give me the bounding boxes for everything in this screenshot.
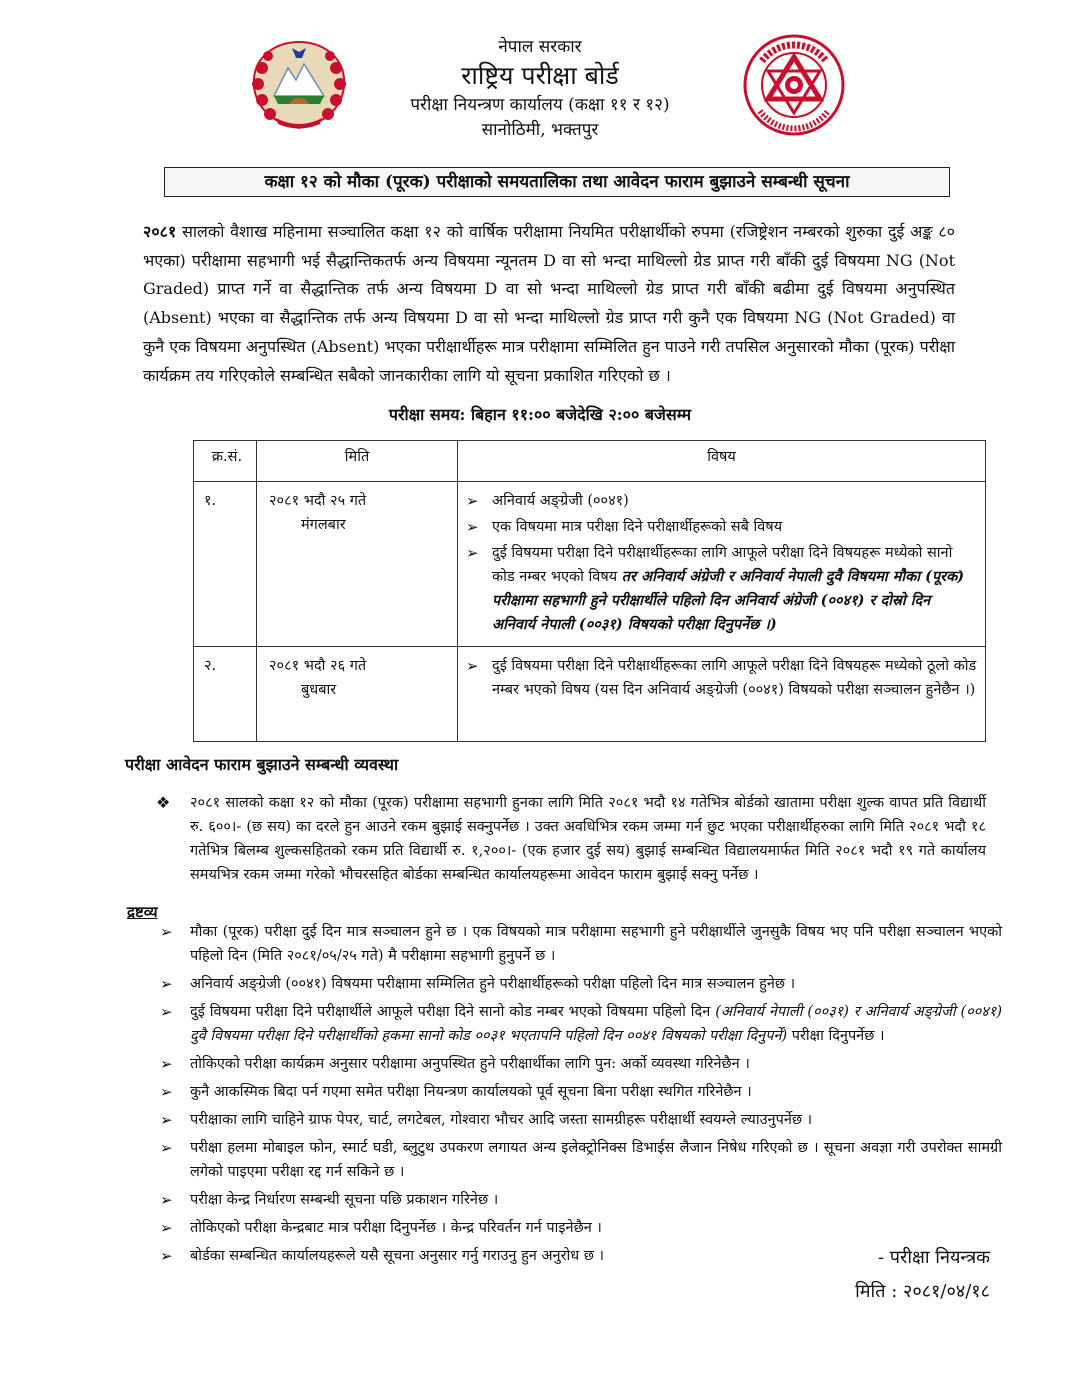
signatory: - परीक्षा नियन्त्रक	[877, 1247, 990, 1268]
list-item: ➢ एक विषयमा मात्र परीक्षा दिने परीक्षार्थीहरूको सबै विषय	[466, 515, 977, 539]
list-item: ➢ तोकिएको परीक्षा कार्यक्रम अनुसार परीक्षामा अनुपस्थित हुने परीक्षार्थीका लागि पुन: अर्को व्यवस्था गरिनेछैन ।	[160, 1052, 1002, 1076]
row-date: २०८१ भदौ २५ गते	[269, 493, 367, 509]
board-name: राष्ट्रिय परीक्षा बोर्ड	[461, 61, 619, 90]
list-item: ➢ मौका (पूरक) परीक्षा दुई दिन मात्र सञ्चालन हुने छ । एक विषयको मात्र परीक्षामा सहभागी हुने परीक्षार्थीले जुनसुकै विषय भए पनि परीक्षा सञ्चालन भएको पहिलो दिन (मिति २०८१/०५/२५ गते) मै परीक्षामा सहभागी हुनुपर्ने छ ।	[160, 920, 1002, 968]
col-header-date: मिति	[257, 441, 458, 482]
list-item: ➢ दुई विषयमा परीक्षा दिने परीक्षार्थीहरूका लागि आफूले परीक्षा दिने विषयहरू मध्येको ठूलो कोड नम्बर भएको विषय (यस दिन अनिवार्य अङ्ग्रेजी (००४१) विषयको परीक्षा सञ्चालन हुनेछैन ।)	[466, 654, 977, 702]
table-header-row	[194, 441, 986, 482]
neb-logo-icon	[742, 33, 846, 137]
row-date: २०८१ भदौ २६ गते	[269, 658, 367, 674]
list-item-text: दुई विषयमा परीक्षा दिने परीक्षार्थीले आफूले परीक्षा दिने सानो कोड नम्बर भएको विषयमा पहिलो दिन	[190, 1004, 716, 1020]
list-item-text: परीक्षा दिनुपर्नेछ ।	[787, 1028, 885, 1044]
government-name: नेपाल सरकार	[498, 37, 582, 57]
intro-year: २०८१	[143, 222, 177, 241]
exam-schedule-table	[193, 440, 986, 742]
row-date-cell	[257, 482, 458, 647]
list-item: ➢ परीक्षा हलमा मोबाइल फोन, स्मार्ट घडी, ब्लुटुथ उपकरण लगायत अन्य इलेक्ट्रोनिक्स डिभाईस लैजान निषेध गरिएको छ । सूचना अवज्ञा गरी उपरोक्त सामग्री लगेको पाइएमा परीक्षा रद्द गर्न सकिने छ ।	[160, 1136, 1002, 1184]
list-item: ➢ परीक्षाका लागि चाहिने ग्राफ पेपर, चार्ट, लगटेबल, गोश्वारा भौचर आदि जस्ता सामग्रीहरू परीक्षार्थी स्वयम्ले ल्याउनुपर्नेछ ।	[160, 1108, 1002, 1132]
list-item: ➢ परीक्षा केन्द्र निर्धारण सम्बन्धी सूचना पछि प्रकाशन गरिनेछ ।	[160, 1188, 1002, 1212]
col-header-sn: क्र.सं.	[194, 441, 257, 482]
application-section-heading: परीक्षा आवेदन फाराम बुझाउने सम्बन्धी व्यवस्था	[125, 755, 399, 774]
list-item: ➢ बोर्डका सम्बन्धित कार्यालयहरूले यसै सूचना अनुसार गर्नु गराउनु हुन अनुरोध छ ।	[160, 1244, 1002, 1268]
row-subjects	[458, 647, 986, 742]
list-item-emphasis: तर अनिवार्य अंग्रेजी र अनिवार्य नेपाली दुवै विषयमा मौका (पूरक) परीक्षामा सहभागी हुने परीक्षार्थीले पहिलो दिन अनिवार्य अंग्रेजी (००४१) र दोस्रो दिन अनिवार्य नेपाली (००३१) विषयको परीक्षा दिनुपर्नेछ ।)	[492, 568, 965, 633]
office-address: सानोठिमी, भक्तपुर	[481, 120, 599, 140]
row-sn: २.	[194, 647, 257, 742]
list-item: ➢ अनिवार्य अङ्ग्रेजी (००४१)	[466, 489, 977, 513]
list-item	[466, 541, 977, 637]
list-item: ➢ कुनै आकस्मिक बिदा पर्न गएमा समेत परीक्षा नियन्त्रण कार्यालयको पूर्व सूचना बिना परीक्षा स्थगित गरिनेछैन ।	[160, 1080, 1002, 1104]
notes-heading: द्रष्टव्य	[127, 903, 158, 921]
issue-date: मिति : २०८१/०४/१८	[855, 1281, 990, 1302]
signature-block	[800, 1241, 990, 1309]
list-item	[160, 1000, 1002, 1048]
intro-text: सालको वैशाख महिनामा सञ्चालित कक्षा १२ को वार्षिक परीक्षामा नियमित परीक्षार्थीको रुपमा (रजिष्ट्रेशन नम्बरको शुरुका दुई अङ्क ८० भएका) परीक्षामा सहभागी भई सैद्धान्तिकतर्फ अन्य विषयमा न्यूनतम D वा सो भन्दा माथिल्लो ग्रेड प्राप्त गरी बाँकी दुई विषयमा NG (Not Graded) प्राप्त गर्ने वा सैद्धान्तिक तर्फ अन्य विषयमा D वा सो भन्दा माथिल्लो ग्रेड प्राप्त गरी बाँकी बढीमा दुई विषयमा अनुपस्थित (Absent) भएका वा सैद्धान्तिक तर्फ अन्य विषयमा D वा सो भन्दा माथिल्लो ग्रेड प्राप्त गरी कुनै एक विषयमा NG (Not Graded) वा कुनै एक विषयमा अनुपस्थित (Absent) भएका परीक्षार्थीहरू मात्र परीक्षामा सम्मिलित हुन पाउने गरी तपसिल अनुसारको मौका (पूरक) परीक्षा कार्यक्रम तय गरिएकोले सम्बन्धित सबैको जानकारीका लागि यो सूचना प्रकाशित गरिएको छ ।	[143, 222, 955, 385]
row-day: मंगलबार	[301, 517, 346, 533]
row-sn: १.	[194, 482, 257, 647]
application-paragraph	[156, 791, 986, 887]
office-name: परीक्षा नियन्त्रण कार्यालय (कक्षा ११ र १२)	[410, 95, 670, 115]
diamond-bullet-icon: ❖	[156, 793, 171, 812]
row-subjects	[458, 482, 986, 647]
exam-time: परीक्षा समय: बिहान ११:०० बजेदेखि २:०० बजेसम्म	[388, 405, 692, 424]
letterhead	[0, 0, 1080, 150]
list-item-italic: (अनिवार्य नेपाली (००३१) र अनिवार्य अङ्ग्रेजी (००४१) दुवै विषयमा परीक्षा दिने परीक्षार्थीको हकमा सानो कोड ००३१ भएतापनि पहिलो दिन ००४१ विषयको परीक्षा दिनुपर्ने)	[190, 1004, 1003, 1044]
table-row	[194, 482, 986, 647]
notice-title: कक्षा १२ को मौका (पूरक) परीक्षाको समयतालिका तथा आवेदन फाराम बुझाउने सम्बन्धी सूचना	[164, 167, 950, 197]
intro-paragraph	[143, 218, 955, 390]
col-header-subject: विषय	[458, 441, 986, 482]
list-item-text: दुई विषयमा परीक्षा दिने परीक्षार्थीहरूका लागि आफूले परीक्षा दिने विषयहरू मध्येको सानो कोड नम्बर भएको विषय	[492, 545, 953, 585]
notes-list	[160, 920, 1002, 1272]
row-day: बुधबार	[301, 682, 337, 698]
list-item: ➢ तोकिएको परीक्षा केन्द्रबाट मात्र परीक्षा दिनुपर्नेछ । केन्द्र परिवर्तन गर्न पाइनेछैन ।	[160, 1216, 1002, 1240]
table-row	[194, 647, 986, 742]
application-text: २०८१ सालको कक्षा १२ को मौका (पूरक) परीक्षामा सहभागी हुनका लागि मिति २०८१ भदौ १४ गतेभित्र बोर्डको खातामा परीक्षा शुल्क वापत प्रति विद्यार्थी रु. ६००।- (छ सय) का दरले हुन आउने रकम बुझाई सक्नुपर्नेछ । उक्त अवधिभित्र रकम जम्मा गर्न छुट भएका परीक्षार्थीहरुका लागि मिति २०८१ भदौ १८ गतेभित्र बिलम्ब शुल्कसहितको रकम प्रति विद्यार्थी रु. १,२००।- (एक हजार दुई सय) बुझाई सम्बन्धित विद्यालयमार्फत मिति २०८१ भदौ १९ गते कार्यालय समयभित्र रकम जम्मा गरेको भौचरसहित बोर्डका सम्बन्धित कार्यालयहरूमा आवेदन फाराम बुझाई सक्नु पर्नेछ ।	[190, 795, 986, 883]
row-date-cell	[257, 647, 458, 742]
list-item: ➢ अनिवार्य अङ्ग्रेजी (००४१) विषयमा परीक्षामा सम्मिलित हुने परीक्षार्थीहरूको परीक्षा पहिलो दिन मात्र सञ्चालन हुनेछ ।	[160, 972, 1002, 996]
